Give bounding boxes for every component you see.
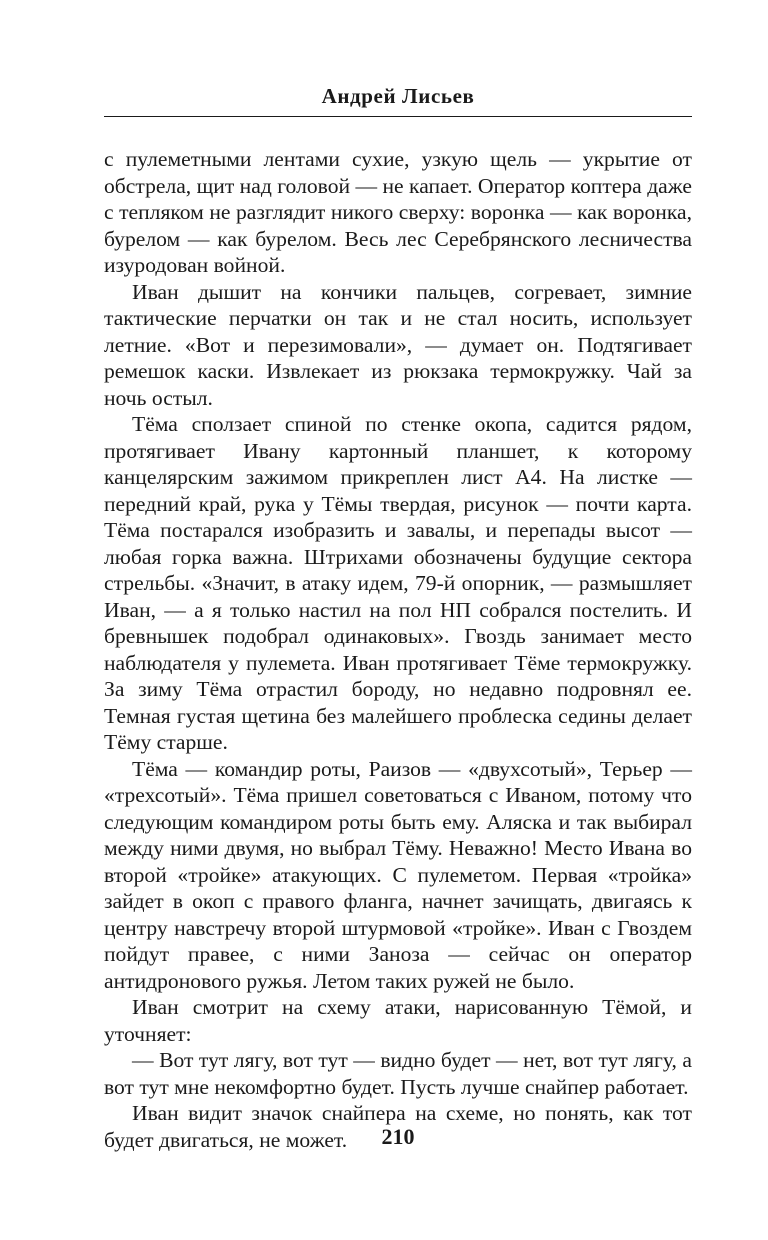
paragraph: Иван видит значок снайпера на схеме, но понять, как тот будет двигаться, не может. xyxy=(104,1101,692,1152)
page-number: 210 xyxy=(381,1124,415,1149)
paragraph: Тёма сползает спиной по стенке окопа, садится рядом, протягивает Ивану картонный планшет, к которому канцелярским зажимом прикреплен лист А4. На листке — передний край, рука у Тёмы твердая, рисунок — почти карта. Тёма постарался изобразить и завалы, и перепады высот — любая горка важна. Штрихами обозначены будущие сектора стрельбы. «Значит, в атаку идем, 79-й опорник, — размышляет Иван, — а я только настил на пол НП собрался постелить. И бревнышек подобрал одинаковых». Гвоздь занимает место наблюдателя у пулемета. Иван протягивает Тёме термокружку. За зиму Тёма отрастил бороду, но недавно подровнял ее. Темная густая щетина без малейшего проблеска седины делает Тёму старше. xyxy=(104,412,692,754)
paragraph: Иван смотрит на схему атаки, нарисованную Тёмой, и уточняет: xyxy=(104,995,692,1046)
dialogue-paragraph: — Вот тут лягу, вот тут — видно будет — нет, вот тут лягу, а вот тут мне некомфортно будет. Пусть лучше снайпер работает. xyxy=(104,1048,692,1099)
running-head-author: Андрей Лисьев xyxy=(321,84,475,108)
header-rule xyxy=(104,116,692,117)
paragraph: Иван дышит на кончики пальцев, согревает, зимние тактические перчатки он так и не стал носить, использует летние. «Вот и перезимовали», — думает он. Подтягивает ремешок каски. Извлекает из рюкзака термокружку. Чай за ночь остыл. xyxy=(104,279,692,410)
body-text xyxy=(104,146,692,1153)
paragraph: с пулеметными лентами сухие, узкую щель — укрытие от обстрела, щит над головой — не капает. Оператор коптера даже с тепляком не разглядит никого сверху: воронка — как воронка, бурелом — как бурелом. Весь лес Серебрянского лесничества изуродован войной. xyxy=(104,147,692,277)
paragraph: Тёма — командир роты, Раизов — «двухсотый», Терьер — «трехсотый». Тёма пришел советоваться с Иваном, потому что следующим командиром роты быть ему. Аляска и так выбирал между ними двумя, но выбрал Тёму. Неважно! Место Ивана во второй «тройке» атакующих. С пулеметом. Первая «тройка» зайдет в окоп с правого фланга, начнет зачищать, двигаясь к центру навстречу второй штурмовой «тройке». Иван с Гвоздем пойдут правее, с ними Заноза — сейчас он оператор антидронового ружья. Летом таких ружей не было. xyxy=(104,756,692,993)
